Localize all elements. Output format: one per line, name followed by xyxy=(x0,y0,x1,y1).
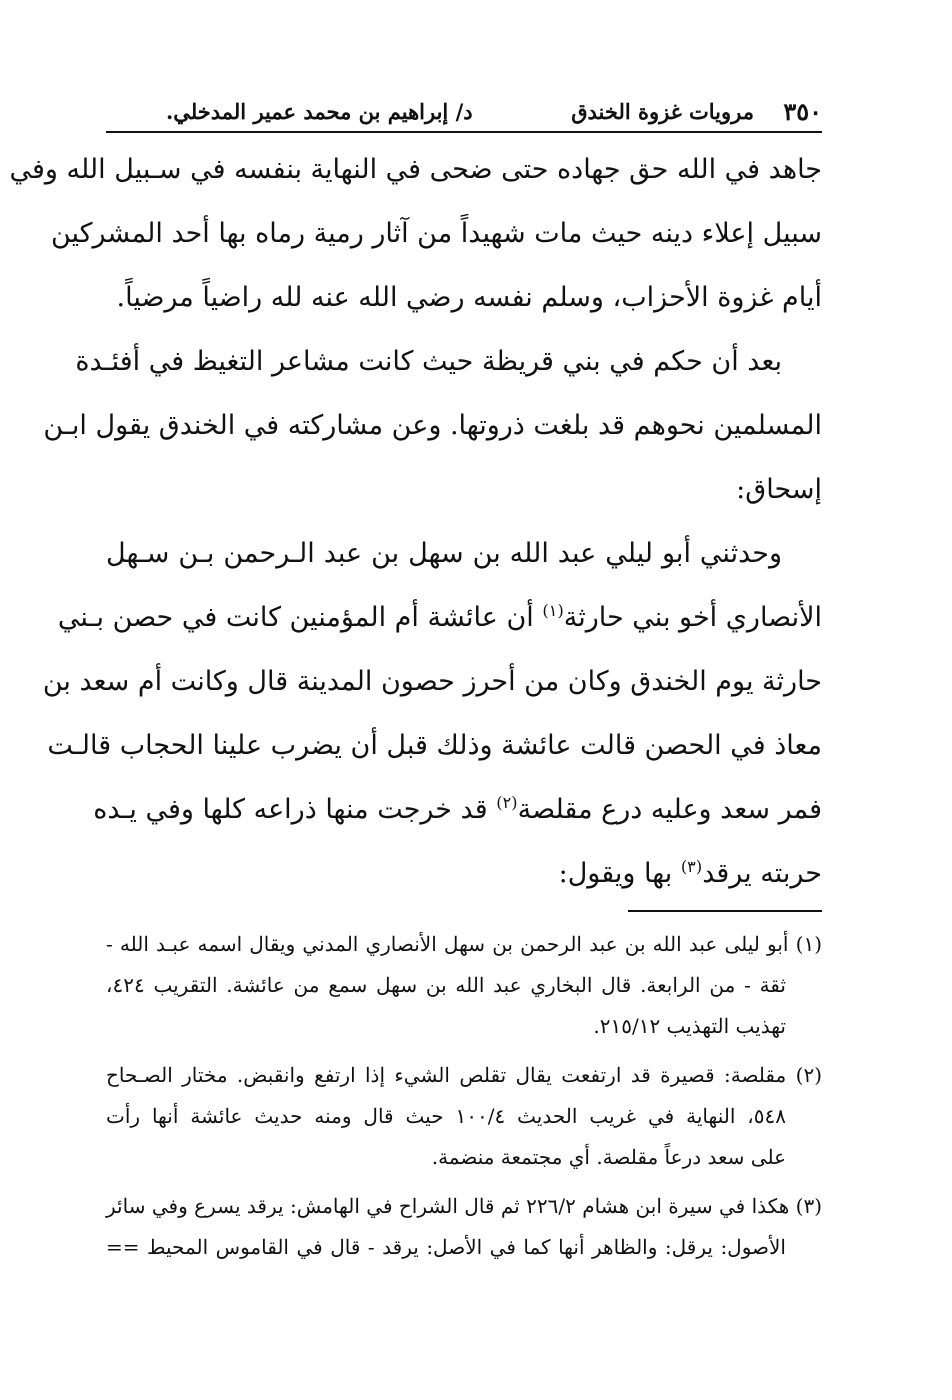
author-name: د/ إبراهيم بن محمد عمير المدخلي. xyxy=(166,99,473,124)
text-line xyxy=(57,586,822,650)
text-segment: حربته يرقد xyxy=(702,858,822,889)
text-segment: فمر سعد وعليه درع مقلصة xyxy=(517,794,822,825)
text-line: حارثة يوم الخندق وكان من أحرز حصون المدينة قال وكانت أم سعد بن xyxy=(42,666,822,697)
text-line: المسلمين نحوهم قد بلغت ذروتها. وعن مشاركته في الخندق يقول ابـن xyxy=(43,410,822,441)
footnote-line: (٣) هكذا في سيرة ابن هشام ٢٢٦/٢ ثم قال الشراح في الهامش: يرقد يسرع وفي سائر xyxy=(106,1194,823,1218)
footnote-1 xyxy=(106,924,822,1047)
footnote-line: على سعد درعاً مقلصة. أي مجتمعة منضمة. xyxy=(431,1145,786,1169)
text-line: بعد أن حكم في بني قريظة حيث كانت مشاعر التغيظ في أفئـدة xyxy=(75,346,782,377)
text-line: إسحاق: xyxy=(736,474,822,505)
text-line: جاهد في الله حق جهاده حتى ضحى في النهاية بنفسه في سـبيل الله وفي xyxy=(9,154,822,185)
footnote-ref[interactable]: (٢) xyxy=(496,793,518,812)
text-segment: الأنصاري أخو بني حارثة xyxy=(563,602,822,633)
main-text xyxy=(9,138,822,906)
footnote-line: ٥٤٨، النهاية في غريب الحديث ١٠٠/٤ حيث قال ومنه حديث عائشة أنها رأت xyxy=(106,1104,786,1128)
footnote-ref[interactable]: (٣) xyxy=(680,857,703,876)
footnote-separator xyxy=(628,910,822,912)
footnote-line: تهذيب التهذيب ٢١٥/١٢. xyxy=(593,1014,786,1038)
footnote-line: الأصول: يرقل: والظاهر أنها كما في الأصل: يرقد - قال في القاموس المحيط == xyxy=(106,1235,786,1259)
footnote-line: ثقة - من الرابعة. قال البخاري عبد الله بن سهل سمع من عائشة. التقريب ٤٢٤، xyxy=(106,973,786,997)
text-line: معاذ في الحصن قالت عائشة وذلك قبل أن يضرب علينا الحجاب قالـت xyxy=(47,730,822,761)
text-line: أيام غزوة الأحزاب، وسلم نفسه رضي الله عنه لله راضياً مرضياً. xyxy=(116,282,822,313)
book-title: مرويات غزوة الخندق xyxy=(571,99,754,124)
text-line: وحدثني أبو ليلي عبد الله بن سهل بن عبد الـرحمن بـن سـهل xyxy=(106,538,782,569)
footnotes xyxy=(106,924,822,1276)
text-segment: بها ويقول: xyxy=(558,858,681,889)
footnote-2 xyxy=(106,1055,822,1178)
text-segment: قد خرجت منها ذراعه كلها وفي يـده xyxy=(93,794,497,825)
page-number: ٣٥٠ xyxy=(783,97,822,126)
page-header xyxy=(106,95,822,133)
footnote-ref[interactable]: (١) xyxy=(542,601,564,620)
footnote-line: (٢) مقلصة: قصيرة قد ارتفعت يقال تقلص الشيء إذا ارتفع وانقبض. مختار الصـحاح xyxy=(106,1063,822,1087)
text-line xyxy=(93,778,822,842)
text-line: سبيل إعلاء دينه حيث مات شهيداً من آثار رمية رماه بها أحد المشركين xyxy=(50,218,822,249)
footnote-3 xyxy=(106,1186,822,1268)
text-line xyxy=(106,842,822,906)
text-segment: أن عائشة أم المؤمنين كانت في حصن بـني xyxy=(57,602,543,633)
footnote-line: (١) أبو ليلى عبد الله بن عبد الرحمن بن سهل الأنصاري المدني ويقال اسمه عبـد الله - xyxy=(106,932,822,956)
